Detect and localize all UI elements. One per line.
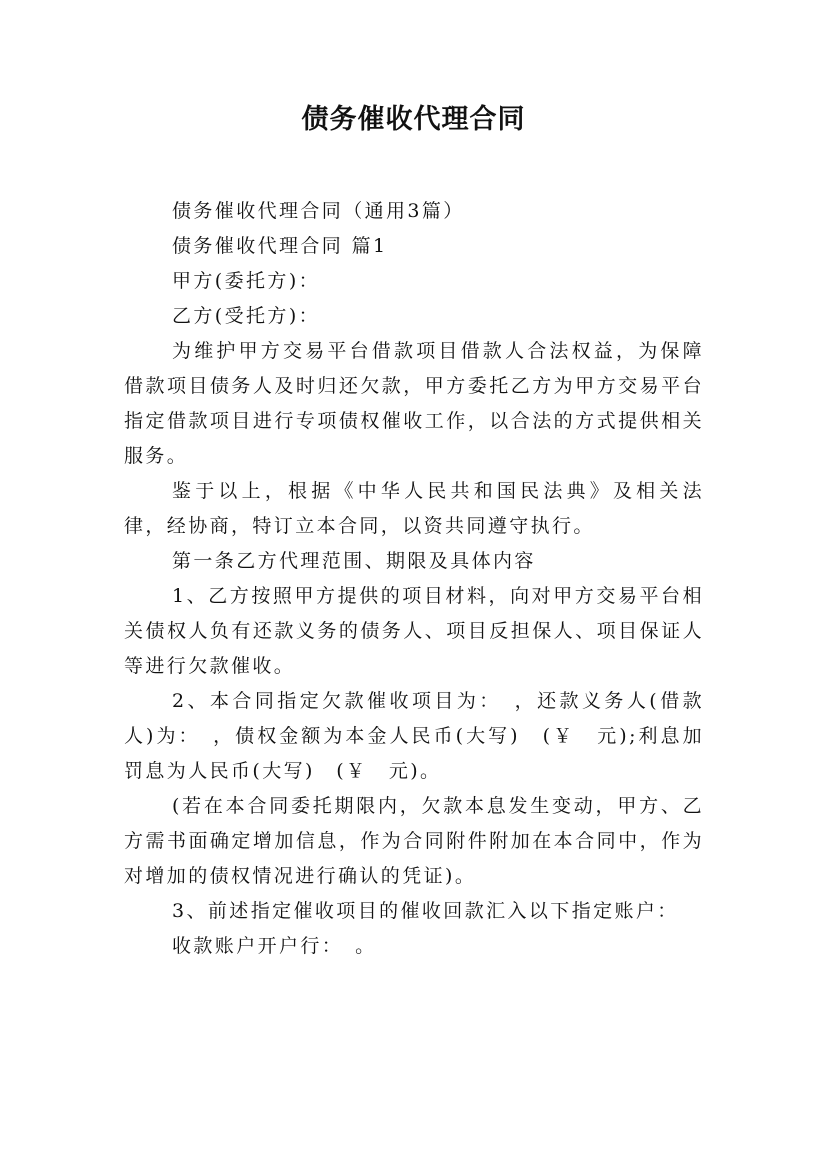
- paragraph-section-heading: 债务催收代理合同 篇1: [172, 235, 388, 257]
- paragraph-clause-2-note: (若在本合同委托期限内，欠款本息发生变动，甲方、乙方需书面确定增加信息，作为合同附件附加在本合同中，作为对增加的债权情况进行确认的凭证)。: [124, 795, 704, 887]
- paragraph-clause-1: 1、乙方按照甲方提供的项目材料，向对甲方交易平台相关债权人负有还款义务的债务人、项目反担保人、项目保证人等进行欠款催收。: [124, 585, 704, 677]
- paragraph-clause-2: 2、本合同指定欠款催收项目为： ，还款义务人(借款人)为： ，债权金额为本金人民币(大写) (￥ 元);利息加罚息为人民币(大写) (￥ 元)。: [124, 690, 704, 782]
- paragraph-party-a: 甲方(委托方)：: [172, 270, 321, 292]
- document-title: 债务催收代理合同: [301, 104, 526, 135]
- paragraph-subtitle: 债务催收代理合同（通用3篇）: [172, 200, 465, 222]
- paragraph-purpose: 为维护甲方交易平台借款项目借款人合法权益，为保障借款项目债务人及时归还欠款，甲方委托乙方为甲方交易平台指定借款项目进行专项债权催收工作，以合法的方式提供相关服务。: [124, 340, 704, 467]
- paragraph-party-b: 乙方(受托方)：: [172, 305, 321, 327]
- paragraph-account-bank: 收款账户开户行： 。: [172, 935, 377, 957]
- paragraph-basis: 鉴于以上，根据《中华人民共和国民法典》及相关法律，经协商，特订立本合同，以资共同遵守执行。: [124, 480, 704, 537]
- paragraph-clause-3: 3、前述指定催收项目的催收回款汇入以下指定账户：: [172, 900, 679, 922]
- paragraph-article-1-heading: 第一条乙方代理范围、期限及具体内容: [172, 550, 536, 572]
- document-body: [124, 194, 704, 964]
